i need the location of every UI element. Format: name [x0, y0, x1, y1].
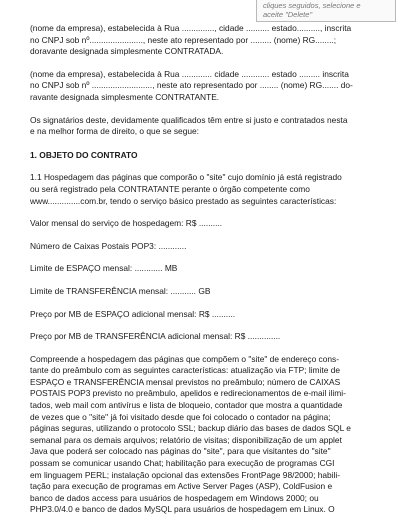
text-line: (nome da empresa), estabelecida à Rua .............., cidade .......... estado.........., inscrita: [30, 23, 352, 33]
text-line: banco de dados access para usuários de hospedagem em Windows 2000; ou: [30, 492, 319, 503]
text-line: tação para execução de programas em Active Server Pages (ASP), ColdFusion e: [30, 481, 333, 492]
text-line: doravante designada simplesmente CONTRATADA.: [30, 46, 224, 57]
text-line: (nome da empresa), estabelecida à Rua ............. cidade ............ estado ......... inscrita: [30, 68, 349, 79]
text-line: ou será registrado pela CONTRATANTE perante o órgão competente como: [30, 183, 310, 194]
service-item-monthly-value: Valor mensal do serviço de hospedagem: R$ ..........: [30, 218, 223, 229]
service-item-space-limit: Limite de ESPAÇO mensal: ............ MB: [30, 263, 178, 274]
service-item-pop3-boxes: Número de Caixas Postais POP3: ............: [30, 240, 187, 251]
text-line: Os signatários deste, devidamente qualificados têm entre si justo e contratados nesta: [30, 114, 348, 125]
text-line: possam se comunicar usando Chat; habilitação para execução de programas CGI: [30, 458, 335, 469]
service-item-transfer-limit: Limite de TRANSFERÊNCIA mensal: ........... GB: [30, 285, 211, 296]
text-line: em linguagem PERL; instalação opcional das extensões FrontPage 98/2000; habili-: [30, 469, 341, 480]
contratante-paragraph: [30, 69, 370, 104]
text-line: semanal para os demais arquivos; relatório de visitas; disponibilização de um applet: [30, 434, 342, 445]
text-line: e na melhor forma de direito, o que se segue:: [30, 126, 199, 137]
intro-paragraph: [30, 115, 370, 138]
text-line: páginas seguras, utilizando o protocolo SSL; backup diário das bases de dados SQL e: [30, 423, 351, 434]
text-line: Compreende a hospedagem das páginas que compõem o "site" de endereço cons-: [30, 353, 340, 364]
text-line: Java que poderá ser colocado nas páginas do "site", para que visitantes do "site": [30, 446, 331, 457]
text-line: POSTAIS POP3 previsto no preâmbulo, apelidos e redirecionamentos de e-mail ilimi-: [30, 388, 346, 399]
text-line: www..............com.br, tendo o serviço básico prestado as seguintes características:: [30, 195, 337, 206]
service-item-extra-transfer-price: Preço por MB de TRANSFERÊNCIA adicional mensal: R$ ..............: [30, 331, 281, 342]
service-item-extra-space-price: Preço por MB de ESPAÇO adicional mensal: R$ ..........: [30, 308, 236, 319]
clause-1-1: [30, 172, 370, 207]
side-note-line: cliques seguidos, selecione e: [263, 1, 361, 10]
text-line: no CNPJ sob nº......................., neste ato representado por ......... (nome) RG........;: [30, 34, 337, 45]
side-note: [256, 0, 396, 22]
text-line: ESPAÇO e TRANSFERÊNCIA mensal previstos no preâmbulo; número de CAIXAS: [30, 376, 341, 387]
text-line: tante do preâmbulo com as seguintes características: atualização via FTP; limite de: [30, 365, 341, 376]
text-line: de vezes que o "site" já foi visitado desde que foi colocado o contador na página;: [30, 411, 331, 422]
service-description: [30, 354, 370, 516]
text-line: 1.1 Hospedagem das páginas que comporão o "site" cujo domínio já está registrado: [30, 172, 342, 183]
side-note-line: aceite "Delete": [263, 10, 313, 19]
text-line: ravante designada simplesmente CONTRATANTE.: [30, 91, 220, 102]
text-line: tados, web mail com antivírus e lista de bloqueio, contador que mostra a quantidade: [30, 400, 343, 411]
text-line: PHP3.0/4.0 e banco de dados MySQL para usuários de hospedagem em Linux. O: [30, 504, 335, 515]
section-title: 1. OBJETO DO CONTRATO: [30, 149, 138, 160]
text-line: no CNPJ sob nº .........................., neste ato representado por ........ (nome) RG....... do-: [30, 80, 353, 91]
contract-document: [30, 23, 370, 516]
contratada-paragraph: [30, 23, 370, 58]
